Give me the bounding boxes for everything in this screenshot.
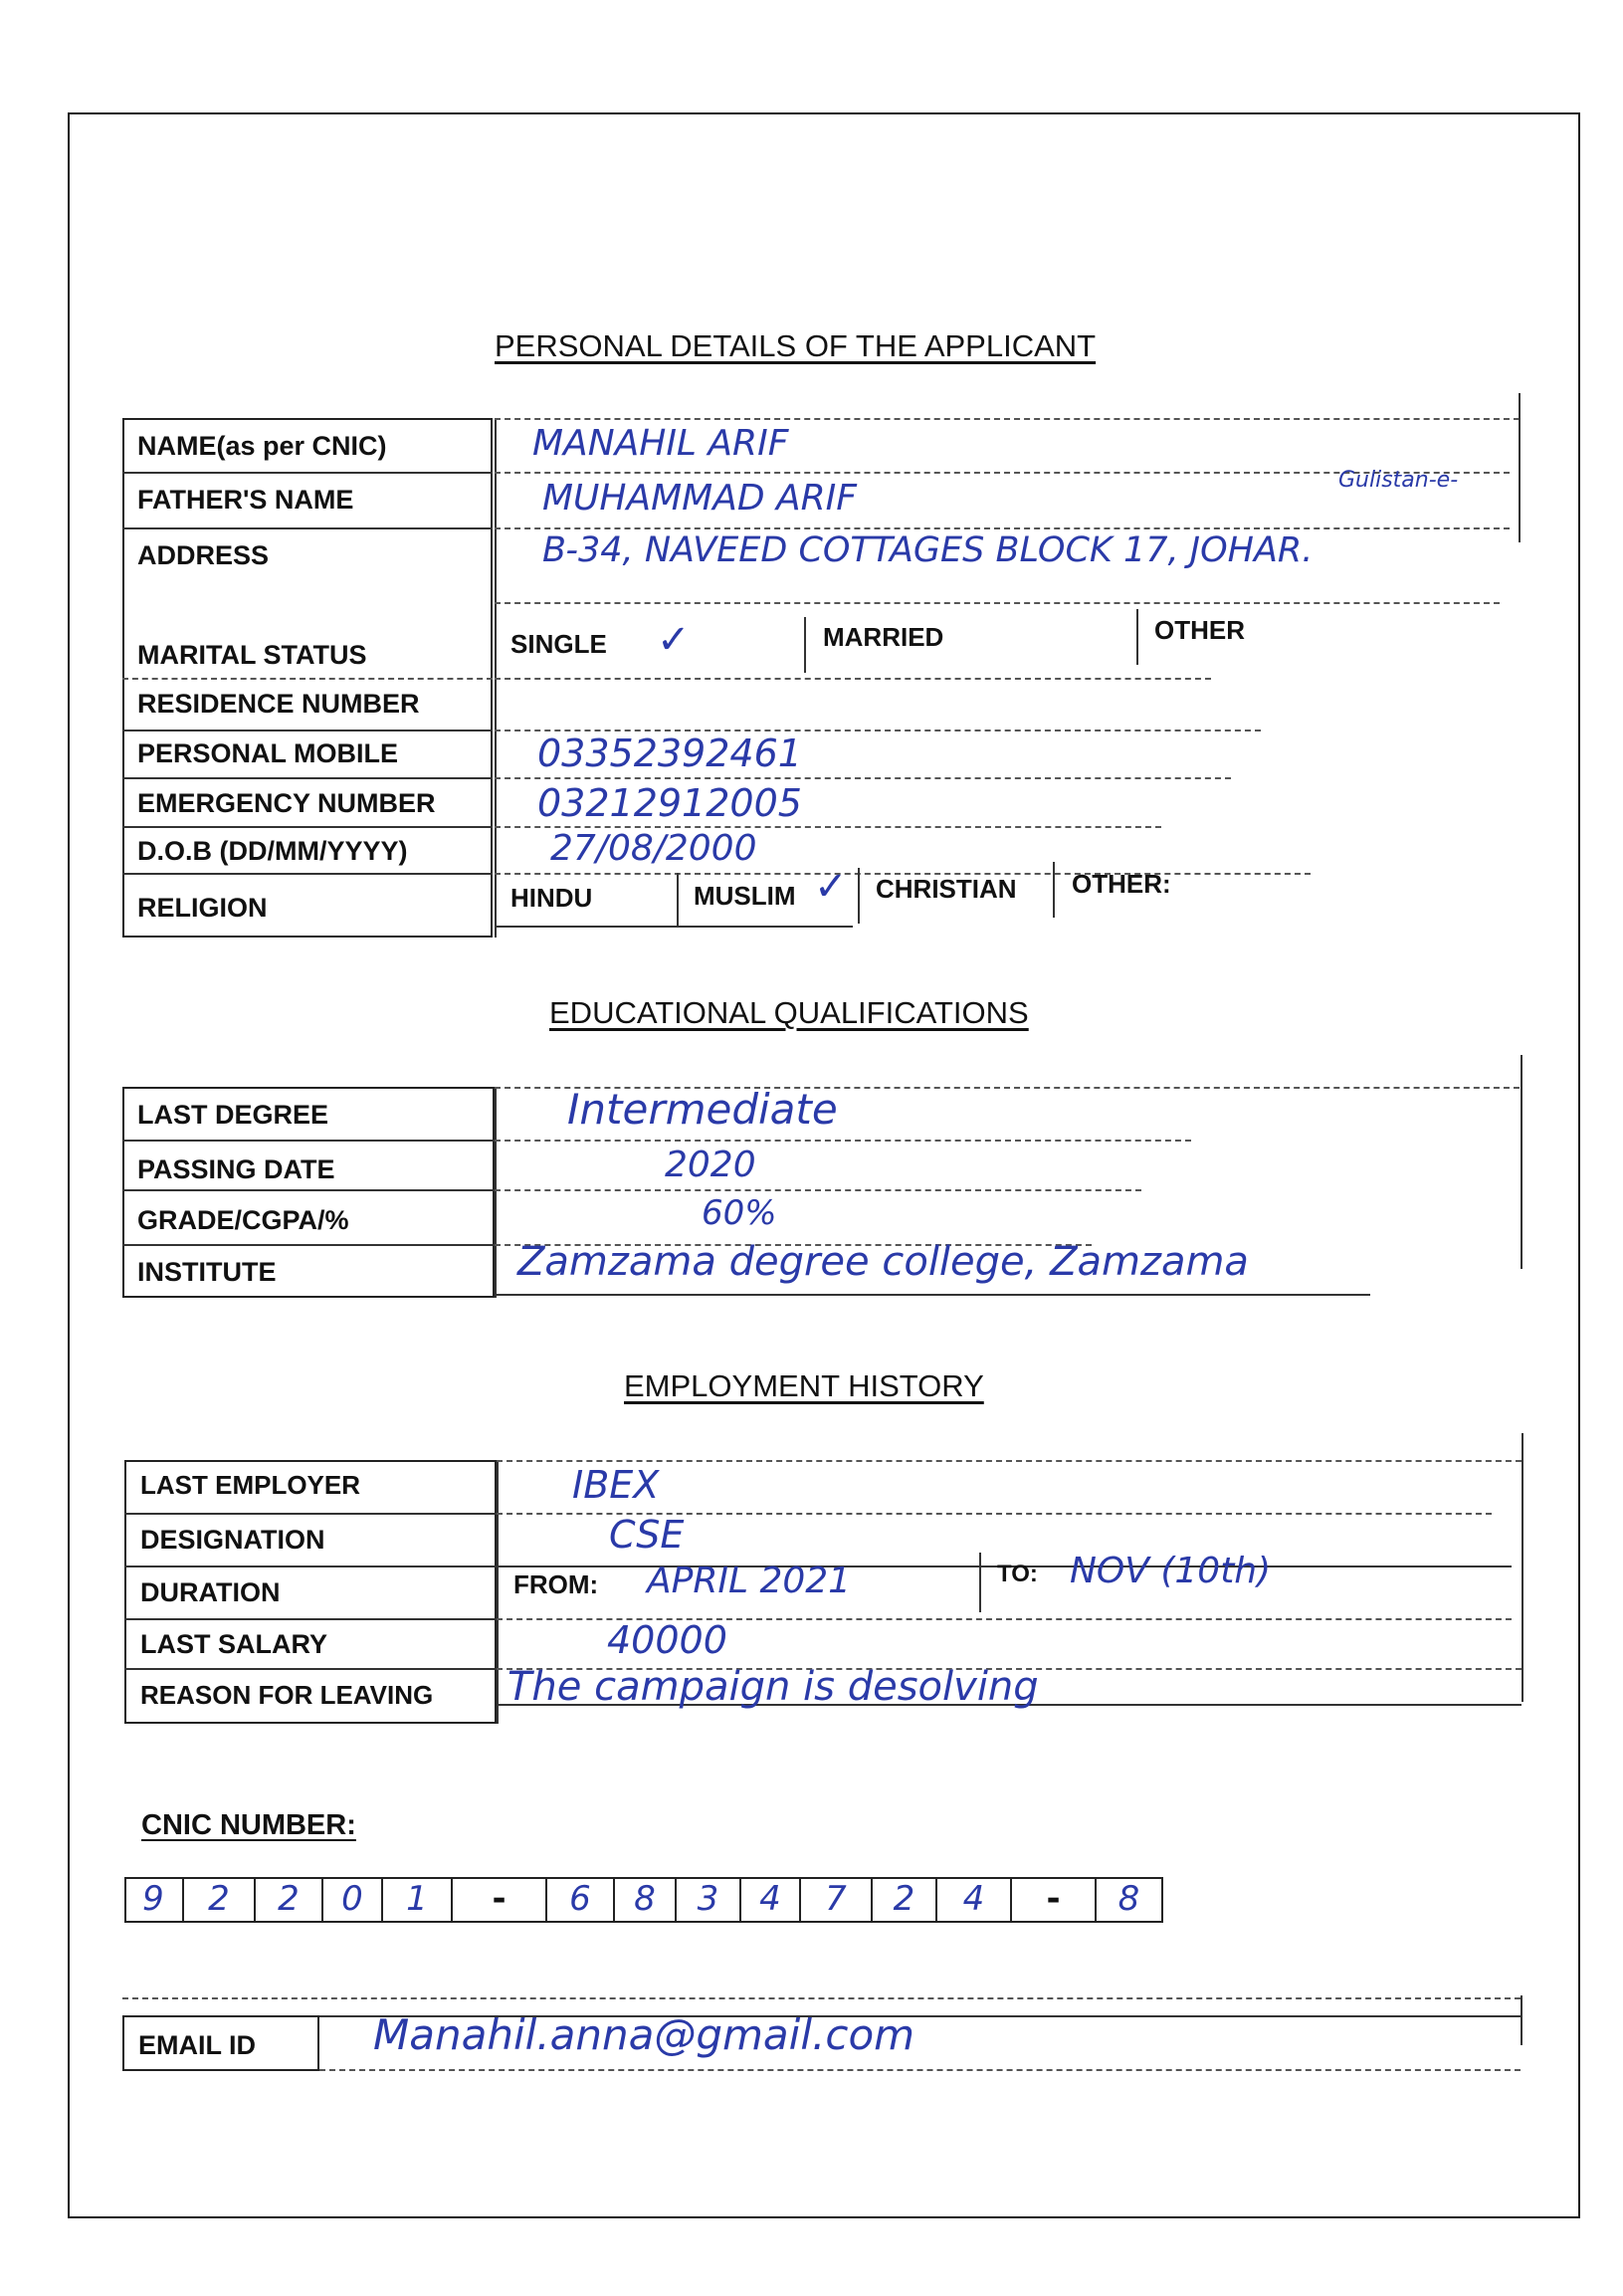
institute-value[interactable]: Zamzama degree college, Zamzama [517,1239,1249,1285]
name-label: NAME(as per CNIC) [137,431,387,461]
email-label: EMAIL ID [138,2030,257,2060]
marital-option-single[interactable]: SINGLE [510,629,607,659]
marital-option-other[interactable]: OTHER [1154,615,1245,645]
heading-cnic-number: CNIC NUMBER: [141,1809,356,1841]
personal-mobile-label: PERSONAL MOBILE [137,738,399,768]
last-salary-value[interactable]: 40000 [607,1618,727,1662]
cnic-digit: 9 [124,1877,184,1921]
cnic-digit: 2 [256,1877,323,1921]
cnic-digit: 0 [323,1877,383,1921]
last-degree-label: LAST DEGREE [137,1100,329,1130]
address-value[interactable]: B-34, NAVEED COTTAGES BLOCK 17, JOHAR. [542,530,1314,570]
passing-date-value[interactable]: 2020 [665,1145,756,1185]
designation-label: DESIGNATION [140,1525,325,1555]
cnic-dash: - [1012,1877,1097,1921]
check-mark-icon: ✓ [814,864,848,910]
grade-label: GRADE/CGPA/% [137,1205,349,1235]
emergency-number-label: EMERGENCY NUMBER [137,788,436,818]
cnic-digit: 8 [1097,1877,1163,1921]
last-salary-label: LAST SALARY [140,1629,327,1659]
to-value[interactable]: NOV (10th) [1070,1551,1272,1591]
from-label: FROM: [513,1569,599,1599]
religion-option-muslim[interactable]: MUSLIM [694,881,796,911]
cnic-dash: - [453,1877,547,1921]
marital-status-label: MARITAL STATUS [137,640,367,670]
email-value[interactable]: Manahil.anna@gmail.com [373,2010,915,2059]
cnic-digit: 2 [873,1877,937,1921]
passing-date-label: PASSING DATE [137,1154,335,1184]
dob-label: D.O.B (DD/MM/YYYY) [137,836,408,866]
father-note: Gulistan-e- [1338,468,1459,493]
heading-employment-history: EMPLOYMENT HISTORY [624,1368,984,1403]
heading-educational-qualifications: EDUCATIONAL QUALIFICATIONS [549,995,1029,1030]
from-value[interactable]: APRIL 2021 [647,1561,852,1601]
emergency-number-value[interactable]: 03212912005 [537,781,802,825]
reason-for-leaving-label: REASON FOR LEAVING [140,1680,434,1710]
grade-value[interactable]: 60% [702,1193,777,1233]
residence-number-label: RESIDENCE NUMBER [137,689,420,719]
to-label: TO: [997,1561,1038,1587]
personal-mobile-value[interactable]: 03352392461 [537,731,802,775]
institute-label: INSTITUTE [137,1257,277,1287]
last-employer-value[interactable]: IBEX [572,1463,660,1507]
cnic-digit: 4 [741,1877,801,1921]
duration-label: DURATION [140,1577,281,1607]
father-name-value[interactable]: MUHAMMAD ARIF [542,478,857,519]
cnic-digit: 8 [615,1877,677,1921]
reason-for-leaving-value[interactable]: The campaign is desolving [507,1664,1039,1710]
cnic-digit: 3 [677,1877,741,1921]
father-name-label: FATHER'S NAME [137,485,354,515]
last-employer-label: LAST EMPLOYER [140,1470,361,1500]
marital-option-married[interactable]: MARRIED [823,622,944,652]
designation-value[interactable]: CSE [609,1513,685,1557]
religion-option-christian[interactable]: CHRISTIAN [876,874,1017,904]
religion-label: RELIGION [137,893,268,923]
heading-personal-details: PERSONAL DETAILS OF THE APPLICANT [495,328,1097,363]
religion-option-hindu[interactable]: HINDU [510,883,593,913]
address-label: ADDRESS [137,540,270,570]
cnic-digit: 2 [184,1877,256,1921]
check-mark-icon: ✓ [657,617,691,663]
name-value[interactable]: MANAHIL ARIF [532,423,789,464]
cnic-digit: 7 [801,1877,873,1921]
cnic-digit: 6 [547,1877,615,1921]
cnic-digit: 4 [937,1877,1012,1921]
cnic-digit: 1 [383,1877,453,1921]
last-degree-value[interactable]: Intermediate [567,1085,838,1134]
religion-option-other[interactable]: OTHER: [1072,869,1171,899]
dob-value[interactable]: 27/08/2000 [550,828,757,869]
